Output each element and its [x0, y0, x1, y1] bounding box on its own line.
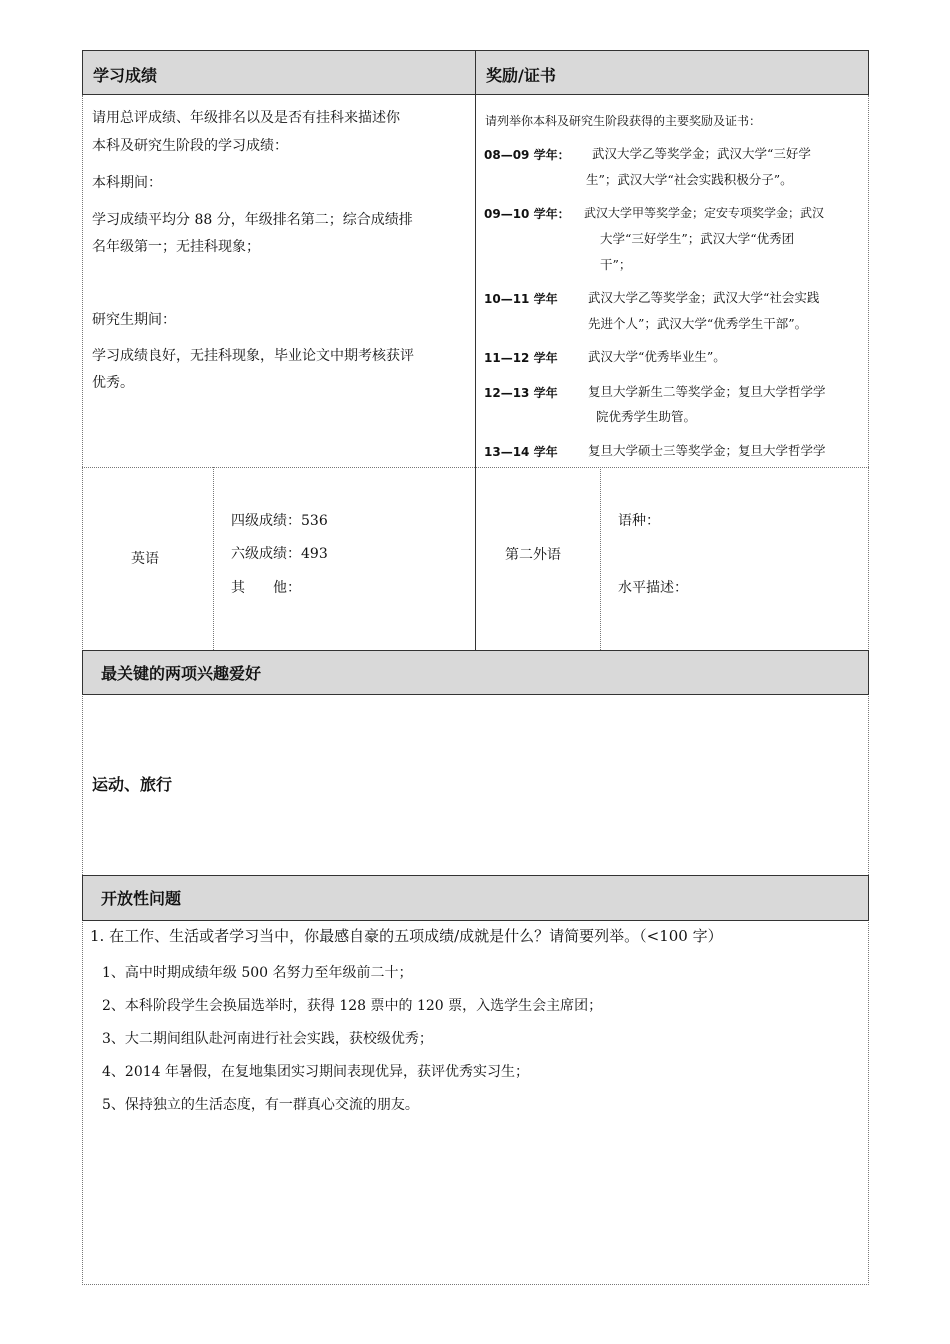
second-language-level: 水平描述： [618, 580, 688, 596]
list-item: 5、保持独立的生活态度，有一群真心交流的朋友。 [102, 1097, 419, 1113]
divider-second-label [600, 467, 601, 650]
grad-line1: 学习成绩良好，无挂科现象，毕业论文中期考核获评 [92, 348, 414, 364]
award-year: 12—13 学年 [484, 386, 558, 400]
grad-label: 研究生期间： [92, 312, 176, 328]
divider-academic-awards [475, 95, 476, 650]
undergrad-line2: 名年级第一；无挂科现象； [92, 239, 260, 255]
awards-header-cell [475, 50, 869, 95]
list-item: 4、2014 年暑假，在复地集团实习期间表现优异，获评优秀实习生； [102, 1064, 529, 1080]
academic-header-cell [82, 50, 476, 95]
award-line: 武汉大学乙等奖学金；武汉大学“三好学 [592, 146, 811, 161]
border-bottom [82, 1284, 869, 1285]
hobbies-header-cell [82, 650, 869, 695]
award-year: 11—12 学年 [484, 351, 558, 365]
open-question: 1. 在工作、生活或者学习当中，你最感自豪的五项成绩/成就是什么？请简要列举。（<100 字） [90, 927, 723, 945]
divider-english-label [213, 467, 214, 650]
undergrad-line1: 学习成绩平均分 88 分，年级排名第二；综合成绩排 [92, 212, 413, 228]
award-line: 生”；武汉大学“社会实践积极分子”。 [586, 172, 793, 187]
english-other: 其 他： [231, 580, 301, 596]
hobbies-value: 运动、旅行 [92, 775, 173, 794]
second-language-type: 语种： [618, 513, 660, 529]
grad-line2: 优秀。 [92, 375, 134, 391]
hobbies-header: 最关键的两项兴趣爱好 [101, 664, 262, 683]
award-line: 武汉大学甲等奖学金；定安专项奖学金；武汉 [584, 206, 825, 220]
list-item: 1、高中时期成绩年级 500 名努力至年级前二十； [102, 965, 413, 981]
award-line: 武汉大学“优秀毕业生”。 [588, 349, 726, 364]
academic-header: 学习成绩 [93, 66, 158, 85]
divider-row1-bottom [82, 467, 869, 468]
cet6-score: 六级成绩：493 [231, 546, 328, 562]
awards-header: 奖励/证书 [486, 66, 556, 85]
awards-prompt: 请列举你本科及研究生阶段获得的主要奖励及证书： [485, 114, 762, 128]
second-language-label: 第二外语 [505, 547, 561, 563]
list-item: 2、本科阶段学生会换届选举时，获得 128 票中的 120 票，入选学生会主席团； [102, 998, 603, 1014]
award-year: 13—14 学年 [484, 445, 558, 459]
open-header-cell [82, 875, 869, 921]
award-line: 武汉大学乙等奖学金；武汉大学“社会实践 [588, 290, 820, 305]
award-line: 院优秀学生助管。 [596, 409, 697, 424]
undergrad-label: 本科期间： [92, 175, 162, 191]
award-line: 先进个人”；武汉大学“优秀学生干部”。 [588, 316, 808, 331]
academic-prompt-line1: 请用总评成绩、年级排名以及是否有挂科来描述你 [92, 110, 400, 126]
english-label: 英语 [131, 551, 159, 567]
award-line: 复旦大学新生二等奖学金；复旦大学哲学学 [588, 384, 826, 399]
award-line: 大学“三好学生”；武汉大学“优秀团 [600, 231, 795, 246]
award-year: 08—09 学年： [484, 148, 570, 162]
list-item: 3、大二期间组队赴河南进行社会实践，获校级优秀； [102, 1031, 433, 1047]
open-header: 开放性问题 [101, 889, 182, 908]
cet4-score: 四级成绩：536 [231, 513, 328, 529]
award-year: 10—11 学年 [484, 292, 558, 306]
academic-prompt-line2: 本科及研究生阶段的学习成绩： [92, 138, 288, 154]
award-line: 干”； [600, 257, 632, 272]
award-year: 09—10 学年： [484, 207, 570, 221]
award-line: 复旦大学硕士三等奖学金；复旦大学哲学学 [588, 443, 826, 458]
